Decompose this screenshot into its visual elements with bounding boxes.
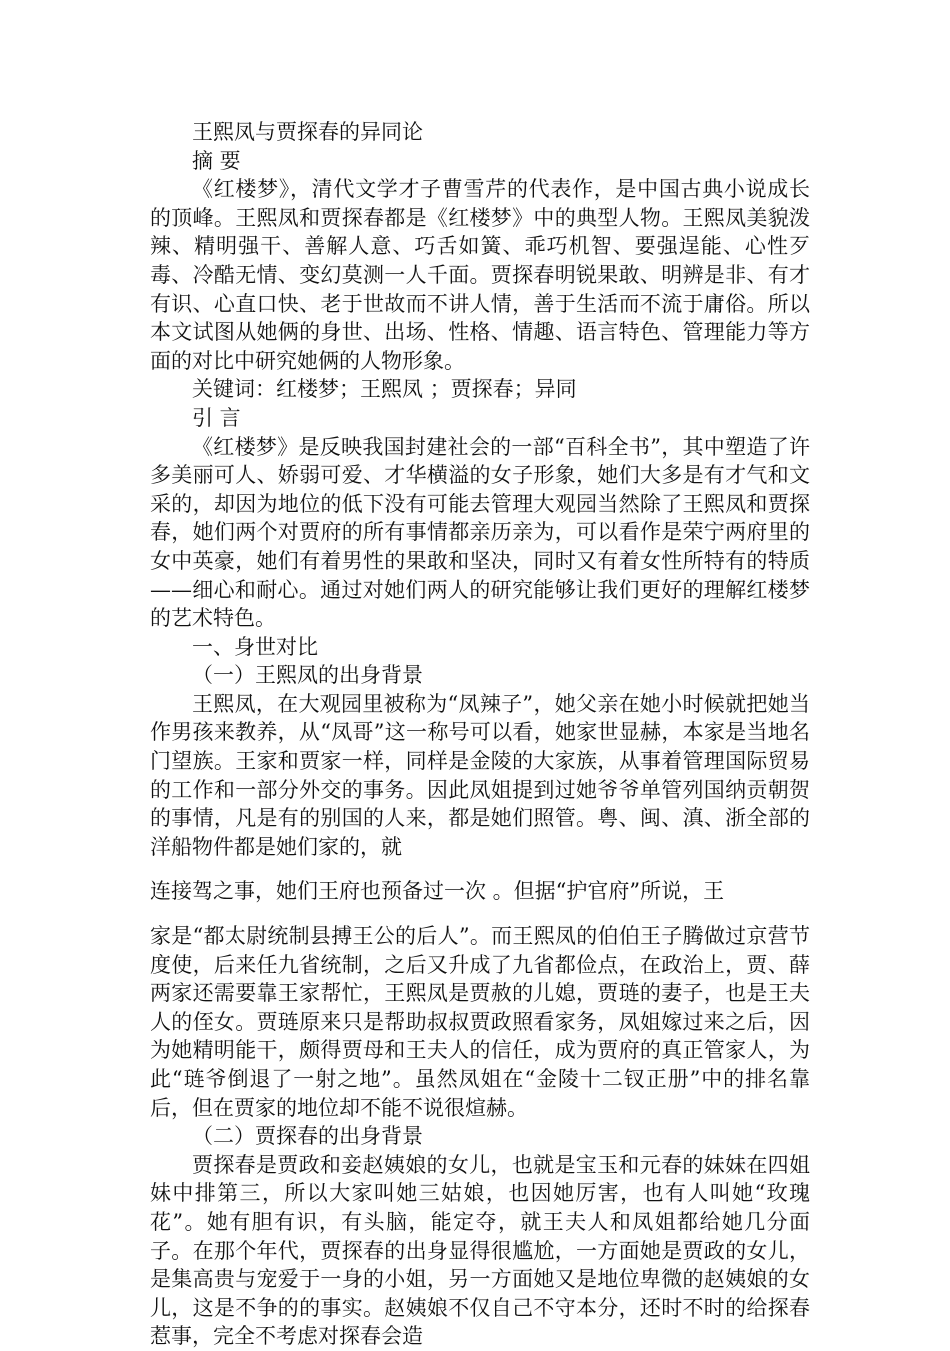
body-paragraph: 连接驾之事，她们王府也预备过一次 。但据“护官府”所说，王 xyxy=(150,879,725,904)
subsection-heading: （二）贾探春的出身背景 xyxy=(192,1124,423,1149)
document-title: 王熙凤与贾探春的异同论 xyxy=(192,120,423,144)
body-paragraph: 王熙凤，在大观园里被称为“凤辣子”，她父亲在她小时候就把她当作男孩来教养，从“凤哥”这一称号可以看，她家世显赫，本家是当地名门望族。王家和贾家一样，同样是金陵的大家族，从事着管理国际贸易的工作和一部分外交的事务。因此凤姐提到过她爷爷单管列国纳贡朝贺的事情，凡是有的别国的人来，都是她们照管。粤、闽、滇、浙全部的洋船物件都是她们家的，就 xyxy=(150,691,810,859)
body-paragraph: 贾探春是贾政和妾赵姨娘的女儿，也就是宝玉和元春的妹妹在四姐妹中排第三，所以大家叫她三姑娘，也因她厉害，也有人叫她“玫瑰花”。她有胆有识，有头脑，能定夺，就王夫人和凤姐都给她几分面子。在那个年代，贾探春的出身显得很尴尬，一方面她是贾政的女儿，是集高贵与宠爱于一身的小姐，另一方面她又是地位卑微的赵姨娘的女儿，这是不争的的事实。赵姨娘不仅自己不守本分，还时不时的给探春惹事，完全不考虑对探春会造 xyxy=(150,1152,810,1349)
intro-paragraph: 《红楼梦》是反映我国封建社会的一部“百科全书”，其中塑造了许多美丽可人、娇弱可爱、才华横溢的女子形象，她们大多是有才气和文采的，却因为地位的低下没有可能去管理大观园当然除了王熙凤和贾探春，她们两个对贾府的所有事情都亲历亲为，可以看作是荣宁两府里的女中英豪，她们有着男性的果敢和坚决，同时又有着女性所特有的特质——细心和耐心。通过对她们两人的研究能够让我们更好的理解红楼梦的艺术特色。 xyxy=(150,434,810,631)
body-paragraph: 家是“都太尉统制县搏王公的后人”。而王熙凤的伯伯王子腾做过京营节度使，后来任九省统制，之后又升成了九省都俭点，在政治上，贾、薛两家还需要靠王家帮忙，王熙凤是贾赦的儿媳，贾琏的妻子，也是王夫人的侄女。贾琏原来只是帮助叔叔贾政照看家务，凤姐嫁过来之后，因为她精明能干，颇得贾母和王夫人的信任，成为贾府的真正管家人，为此“琏爷倒退了一射之地”。虽然凤姐在“金陵十二钗正册”中的排名靠后，但在贾家的地位却不能不说很煊赫。 xyxy=(150,924,810,1120)
keywords-line: 关键词：红楼梦；王熙凤 ；贾探春；异同 xyxy=(192,377,577,402)
subsection-heading: （一）王熙凤的出身背景 xyxy=(192,663,423,688)
abstract-heading: 摘 要 xyxy=(192,148,241,173)
section-heading: 一、身世对比 xyxy=(192,634,318,659)
abstract-paragraph: 《红楼梦》，清代文学才子曹雪芹的代表作，是中国古典小说成长的顶峰。王熙凤和贾探春都是《红楼梦》中的典型人物。王熙凤美貌泼辣、精明强干、善解人意、巧舌如簧、乖巧机智、要强逞能、心性歹毒、冷酷无情、变幻莫测一人千面。贾探春明锐果敢、明辨是非、有才有识、心直口快、老于世故而不讲人情，善于生活而不流于庸俗。所以本文试图从她俩的身世、出场、性格、情趣、语言特色、管理能力等方面的对比中研究她俩的人物形象。 xyxy=(150,177,810,373)
document-body xyxy=(150,118,810,1351)
intro-heading: 引 言 xyxy=(192,405,241,430)
